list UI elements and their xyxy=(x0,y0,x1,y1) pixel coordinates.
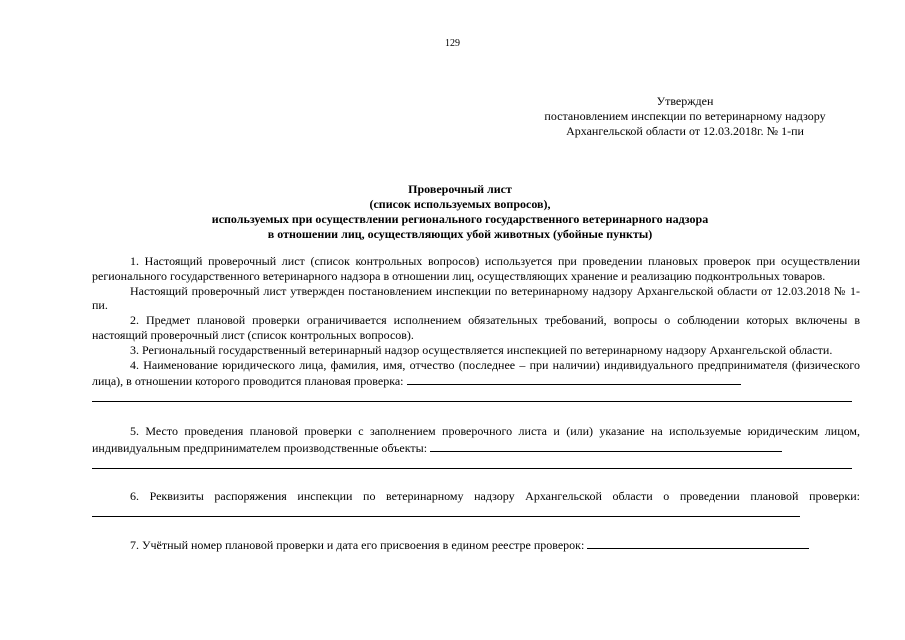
document-title xyxy=(150,182,770,242)
approval-line-2: постановлением инспекции по ветеринарному надзору xyxy=(544,109,826,123)
paragraph-5 xyxy=(92,424,860,456)
fill-line-4c[interactable] xyxy=(92,391,852,402)
paragraph-7-text: 7. Учётный номер плановой проверки и дата его присвоения в едином реестре проверок: xyxy=(130,538,585,553)
paragraph-5-text: 5. Место проведения плановой проверки с заполнением проверочного листа и (или) указание на используемые юридическим лицом, индивидуальным предпринимателем производственные объекты: xyxy=(92,424,860,455)
paragraph-1b: Настоящий проверочный лист утвержден постановлением инспекции по ветеринарному надзору Архангельской области от 12.03.2018 № 1-пи. xyxy=(92,283,860,313)
fill-line-5b[interactable] xyxy=(620,439,782,452)
paragraph-3: 3. Региональный государственный ветеринарный надзор осуществляется инспекцией по ветеринарному надзору Архангельской области. xyxy=(130,342,833,357)
paragraph-6-text: 6. Реквизиты распоряжения инспекции по ветеринарному надзору Архангельской области о проведении плановой проверки: xyxy=(130,488,860,503)
approval-line-3: Архангельской области от 12.03.2018г. № 1-пи xyxy=(566,124,804,138)
title-line-3: используемых при осуществлении регионального государственного ветеринарного надзора xyxy=(211,212,709,226)
paragraph-4-text: 4. Наименование юридического лица, фамилия, имя, отчество (последнее – при наличии) индивидуального предпринимателя (физического лица), в отношении которого проводится плановая проверка: xyxy=(92,357,860,389)
title-line-4: в отношении лиц, осуществляющих убой животных (убойные пункты) xyxy=(267,227,653,241)
approval-line-1: Утвержден xyxy=(656,94,714,108)
fill-line-5c[interactable] xyxy=(92,458,852,469)
fill-line-7b[interactable] xyxy=(609,536,809,549)
document-body xyxy=(92,254,860,553)
paragraph-4 xyxy=(92,358,860,390)
paragraph-1: 1. Настоящий проверочный лист (список контрольных вопросов) используется при проведении плановых проверок при осуществлении регионального государственного ветеринарного надзора в отношении лиц, осуществляющих хранение и реализацию подконтрольных товаров. xyxy=(92,254,860,283)
fill-line-4b[interactable] xyxy=(541,372,741,385)
title-line-1: Проверочный лист xyxy=(408,182,512,196)
fill-line-7a[interactable] xyxy=(587,536,609,549)
paragraph-2: 2. Предмет плановой проверки ограничивается исполнением обязательных требований, вопросы о соблюдении которых включены в настоящий проверочный лист (список контрольных вопросов). xyxy=(92,313,860,342)
title-line-2: (список используемых вопросов), xyxy=(369,197,551,211)
fill-line-5a[interactable] xyxy=(430,439,620,452)
approval-block xyxy=(520,94,850,139)
page-number: 129 xyxy=(445,38,460,49)
paragraph-7 xyxy=(92,536,860,553)
fill-line-4a[interactable] xyxy=(407,372,541,385)
paragraph-6 xyxy=(92,489,860,521)
fill-line-6[interactable] xyxy=(92,504,800,517)
